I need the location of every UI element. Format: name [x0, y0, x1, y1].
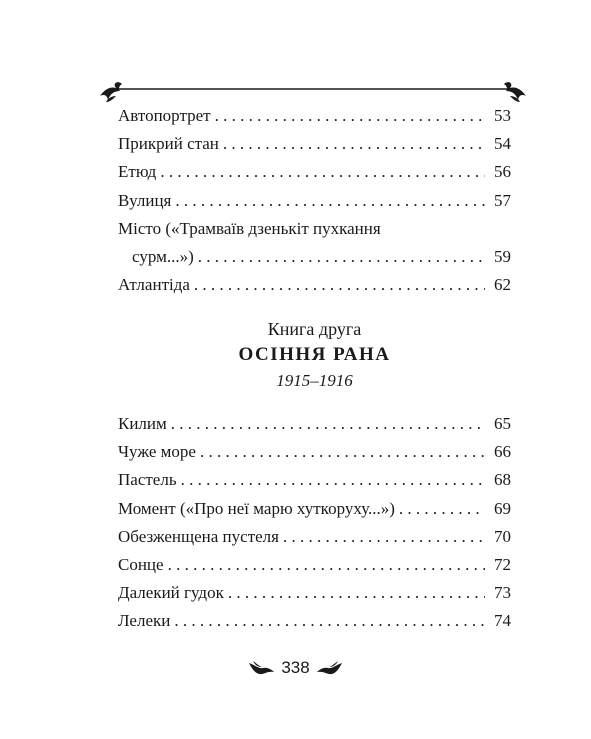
toc-leader-dots — [399, 495, 485, 523]
book-title: ОСІННЯ РАНА — [238, 344, 391, 365]
toc-entry-title: Чуже море — [118, 442, 196, 462]
toc-entry — [118, 607, 511, 635]
toc-entry — [118, 410, 511, 438]
toc-entry-title: Обезженщена пустеля — [118, 526, 279, 546]
toc-leader-dots — [200, 438, 485, 466]
toc-entry-title: Сонце — [118, 554, 164, 574]
toc-entry — [118, 579, 511, 607]
toc-leader-dots — [160, 158, 485, 186]
book-label: Книга друга — [267, 319, 362, 339]
toc-entry-title: Атлантіда — [118, 274, 190, 294]
toc-leader-dots — [215, 102, 485, 130]
toc-entry-page: 69 — [494, 498, 511, 518]
page-number: 338 — [281, 658, 310, 677]
toc-entry-page: 74 — [494, 611, 511, 631]
toc-entry — [118, 271, 511, 299]
toc-entry-page: 54 — [494, 134, 511, 154]
toc-entry-title: Момент («Про неї марю хуткоруху...») — [118, 498, 395, 518]
toc-list-first — [118, 102, 511, 299]
toc-entry-page: 59 — [494, 246, 511, 266]
toc-entry-page: 56 — [494, 162, 511, 182]
toc-leader-dots — [283, 523, 485, 551]
toc-leader-dots — [181, 466, 485, 494]
toc-entry-page: 57 — [494, 190, 511, 210]
toc-entry — [118, 495, 511, 523]
toc-leader-dots — [175, 187, 485, 215]
toc-entry — [118, 466, 511, 494]
swallow-icon — [316, 659, 344, 677]
toc-leader-dots — [228, 579, 485, 607]
toc-entry-page: 73 — [494, 583, 511, 603]
toc-entry — [118, 187, 511, 215]
toc-entry-title: Килим — [118, 414, 167, 433]
toc-leader-dots — [171, 410, 485, 438]
toc-entry-page: 65 — [494, 414, 511, 433]
bird-flourish-icon — [100, 82, 122, 102]
toc-entry-title: Лелеки — [118, 611, 171, 631]
toc-leader-dots — [198, 243, 485, 271]
toc-entry-title: Місто («Трамваїв дзенькіт пухкання — [118, 218, 381, 238]
toc-entry-page: 62 — [494, 274, 511, 294]
page-footer — [0, 658, 591, 682]
toc-entry — [118, 551, 511, 579]
toc-entry-page: 66 — [494, 442, 511, 462]
book-section-heading — [118, 316, 511, 394]
bird-flourish-icon — [504, 82, 526, 102]
toc-entry — [118, 102, 511, 130]
toc-entry — [118, 158, 511, 186]
toc-entry-title: сурм...») — [132, 246, 194, 266]
toc-entry-page: 68 — [494, 470, 511, 490]
toc-leader-dots — [194, 271, 485, 299]
swallow-icon — [247, 659, 275, 677]
toc-entry — [118, 130, 511, 158]
toc-entry-line1 — [118, 215, 511, 243]
book-years: 1915–1916 — [276, 371, 353, 390]
toc-leader-dots — [174, 607, 485, 635]
toc-entry-page: 70 — [494, 526, 511, 546]
toc-entry — [118, 243, 511, 271]
toc-leader-dots — [223, 130, 485, 158]
toc-entry-page: 72 — [494, 554, 511, 574]
toc-entry-title: Далекий гудок — [118, 583, 224, 603]
toc-entry-title: Автопортрет — [118, 106, 211, 125]
toc-entry-title: Пастель — [118, 470, 177, 490]
toc-list-second — [118, 410, 511, 636]
toc-entry-title: Вулиця — [118, 190, 172, 210]
toc-leader-dots — [168, 551, 485, 579]
toc-entry-title: Прикрий стан — [118, 134, 219, 154]
toc-entry — [118, 523, 511, 551]
toc-entry — [118, 438, 511, 466]
toc-entry-title: Етюд — [118, 162, 157, 182]
toc-entry-page: 53 — [494, 106, 511, 125]
